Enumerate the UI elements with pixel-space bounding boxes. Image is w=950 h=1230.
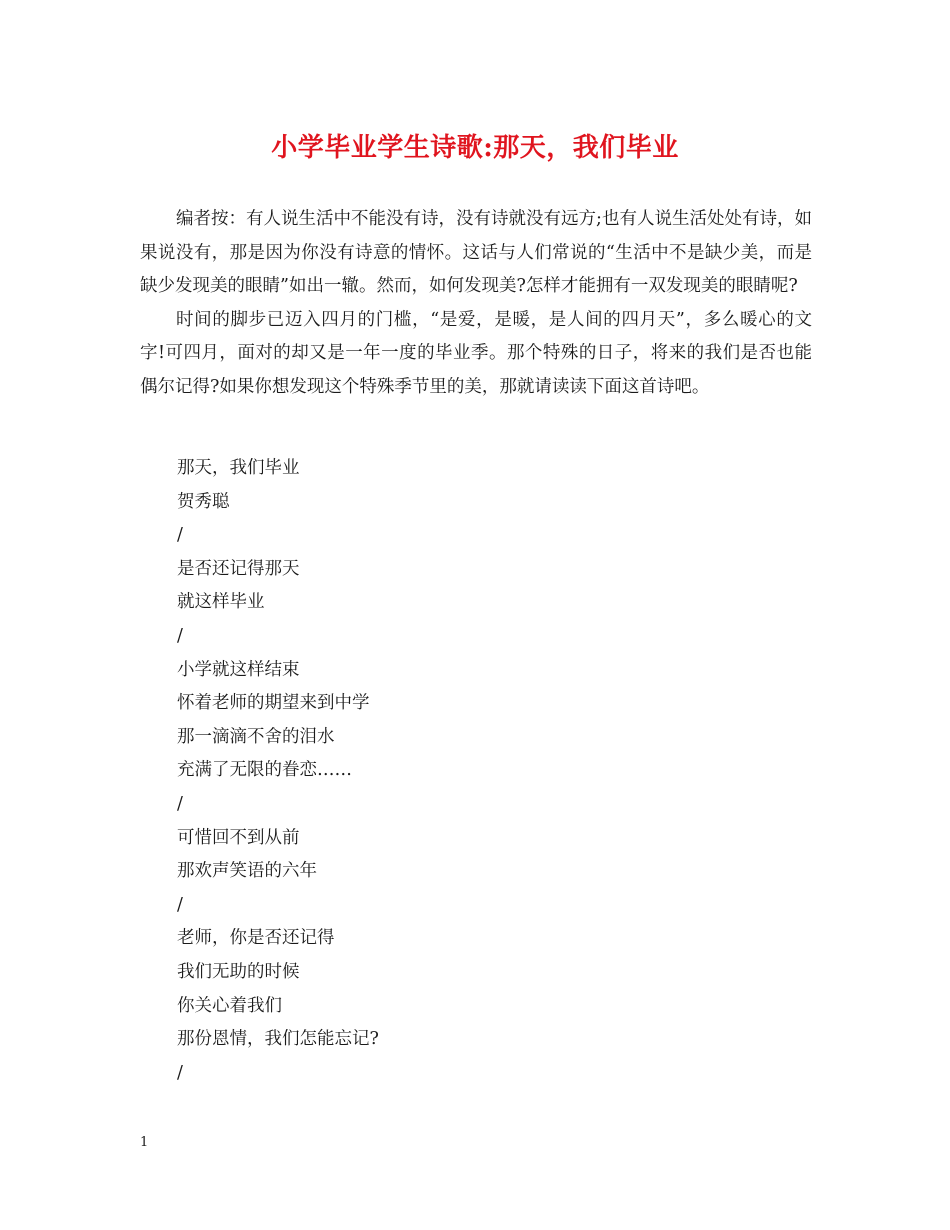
document-title: 小学毕业学生诗歌:那天，我们毕业 <box>271 133 679 163</box>
poem-author: 贺秀聪 <box>177 491 230 512</box>
poem-line: 那一滴滴不舍的泪水 <box>177 726 335 747</box>
editor-note-paragraph: 编者按：有人说生活中不能没有诗，没有诗就没有远方;也有人说生活处处有诗，如果说没有，那是因为你没有诗意的情怀。这话与人们常说的“生活中不是缺少美，而是缺少发现美的眼睛”如出一辙。然而，如何发现美?怎样才能拥有一双发现美的眼睛呢? <box>140 209 812 297</box>
poem-separator: / <box>177 525 183 546</box>
poem-line: 就这样毕业 <box>177 592 265 613</box>
poem-separator: / <box>177 894 183 915</box>
poem-separator: / <box>177 1062 183 1083</box>
poem-line: 是否还记得那天 <box>177 558 300 579</box>
poem-line: 怀着老师的期望来到中学 <box>177 693 370 714</box>
poem-line: 小学就这样结束 <box>177 659 300 680</box>
poem-line: 我们无助的时候 <box>177 961 300 982</box>
poem-title: 那天，我们毕业 <box>177 458 300 478</box>
poem-line: 你关心着我们 <box>177 995 282 1016</box>
intro-text <box>140 203 812 405</box>
poem-line: 老师，你是否还记得 <box>177 928 335 949</box>
poem-separator: / <box>177 793 183 814</box>
poem <box>177 452 777 1090</box>
poem-line: 那欢声笑语的六年 <box>177 861 317 882</box>
poem-separator: / <box>177 625 183 646</box>
page-number: 1 <box>140 1135 149 1150</box>
poem-line: 充满了无限的眷恋…… <box>177 760 352 781</box>
poem-line: 可惜回不到从前 <box>177 827 300 848</box>
intro-paragraph: 时间的脚步已迈入四月的门槛，“是爱，是暖，是人间的四月天”，多么暖心的文字!可四月，面对的却又是一年一度的毕业季。那个特殊的日子，将来的我们是否也能偶尔记得?如果你想发现这个特殊季节里的美，那就请读读下面这首诗吧。 <box>140 309 812 397</box>
poem-line: 那份恩情，我们怎能忘记? <box>177 1029 379 1050</box>
